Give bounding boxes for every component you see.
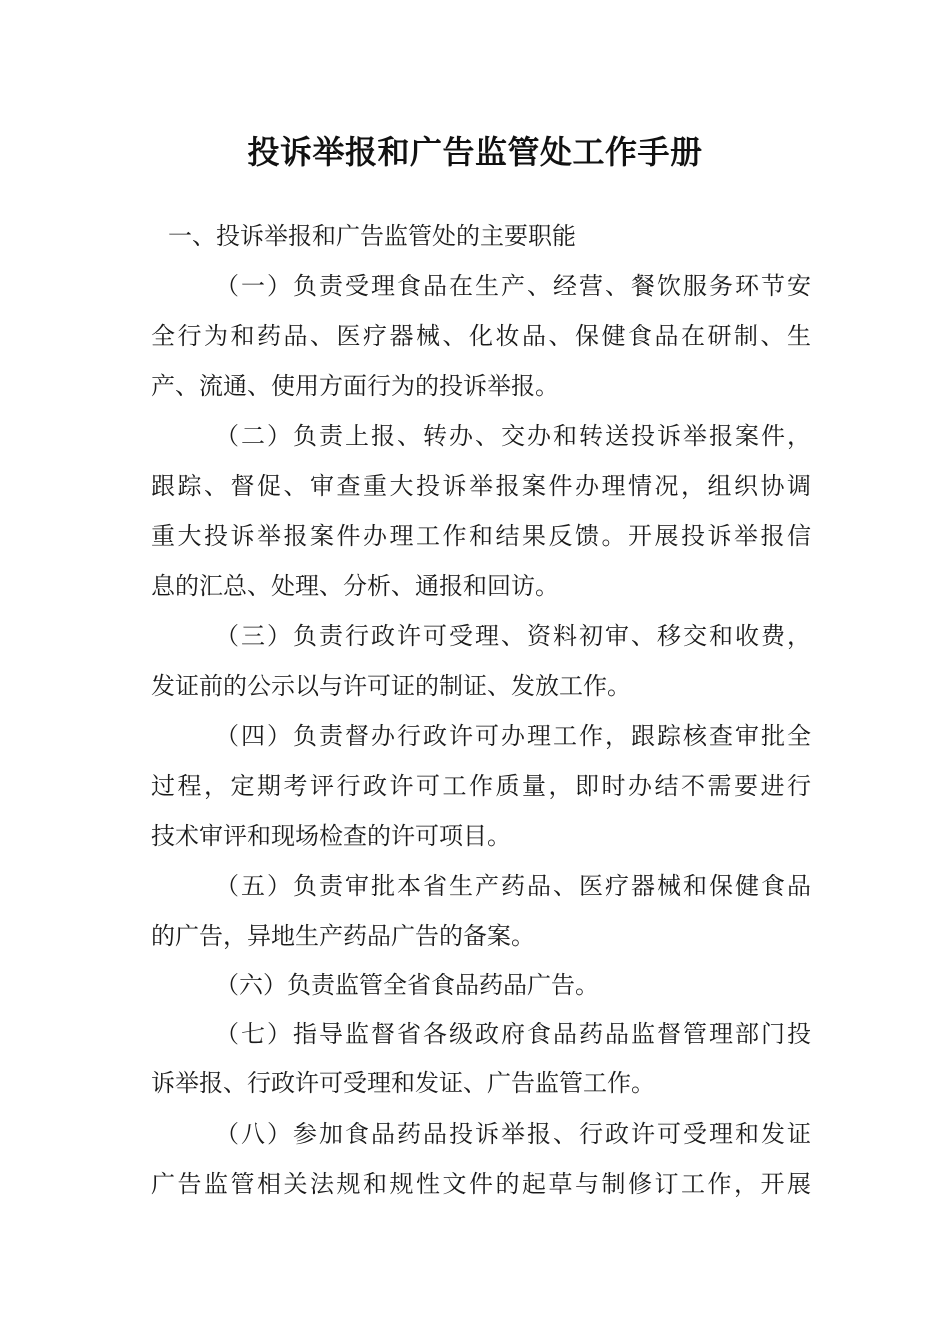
- paragraph-line: 重大投诉举报案件办理工作和结果反馈。开展投诉举报信: [151, 522, 811, 550]
- document-title: 投诉举报和广告监管处工作手册: [247, 133, 703, 171]
- paragraph-line: （六）负责监管全省食品药品广告。: [215, 971, 599, 999]
- paragraph-line: （四）负责督办行政许可办理工作，跟踪核查审批全: [215, 722, 811, 750]
- paragraph-line: 跟踪、督促、审查重大投诉举报案件办理情况，组织协调: [151, 472, 811, 500]
- paragraph-line: 的广告，异地生产药品广告的备案。: [151, 922, 535, 950]
- paragraph-line: （三）负责行政许可受理、资料初审、移交和收费，: [215, 622, 811, 650]
- paragraph-line: 技术审评和现场检查的许可项目。: [151, 822, 511, 850]
- paragraph-line: 产、流通、使用方面行为的投诉举报。: [151, 372, 559, 400]
- paragraph-line: 息的汇总、处理、分析、通报和回访。: [151, 572, 559, 600]
- section-heading: 一、投诉举报和广告监管处的主要职能: [168, 222, 576, 250]
- paragraph-line: （一）负责受理食品在生产、经营、餐饮服务环节安: [215, 272, 811, 300]
- paragraph-line: 过程，定期考评行政许可工作质量，即时办结不需要进行: [151, 772, 811, 800]
- paragraph-line: 诉举报、行政许可受理和发证、广告监管工作。: [151, 1069, 655, 1097]
- paragraph-line: 全行为和药品、医疗器械、化妆品、保健食品在研制、生: [151, 322, 811, 350]
- paragraph-line: （八）参加食品药品投诉举报、行政许可受理和发证: [215, 1120, 811, 1148]
- paragraph-line: （七）指导监督省各级政府食品药品监督管理部门投: [215, 1020, 811, 1048]
- paragraph-line: （二）负责上报、转办、交办和转送投诉举报案件，: [215, 422, 811, 450]
- paragraph-line: 广告监管相关法规和规性文件的起草与制修订工作，开展: [151, 1170, 811, 1198]
- paragraph-line: 发证前的公示以与许可证的制证、发放工作。: [151, 672, 631, 700]
- paragraph-line: （五）负责审批本省生产药品、医疗器械和保健食品: [215, 872, 811, 900]
